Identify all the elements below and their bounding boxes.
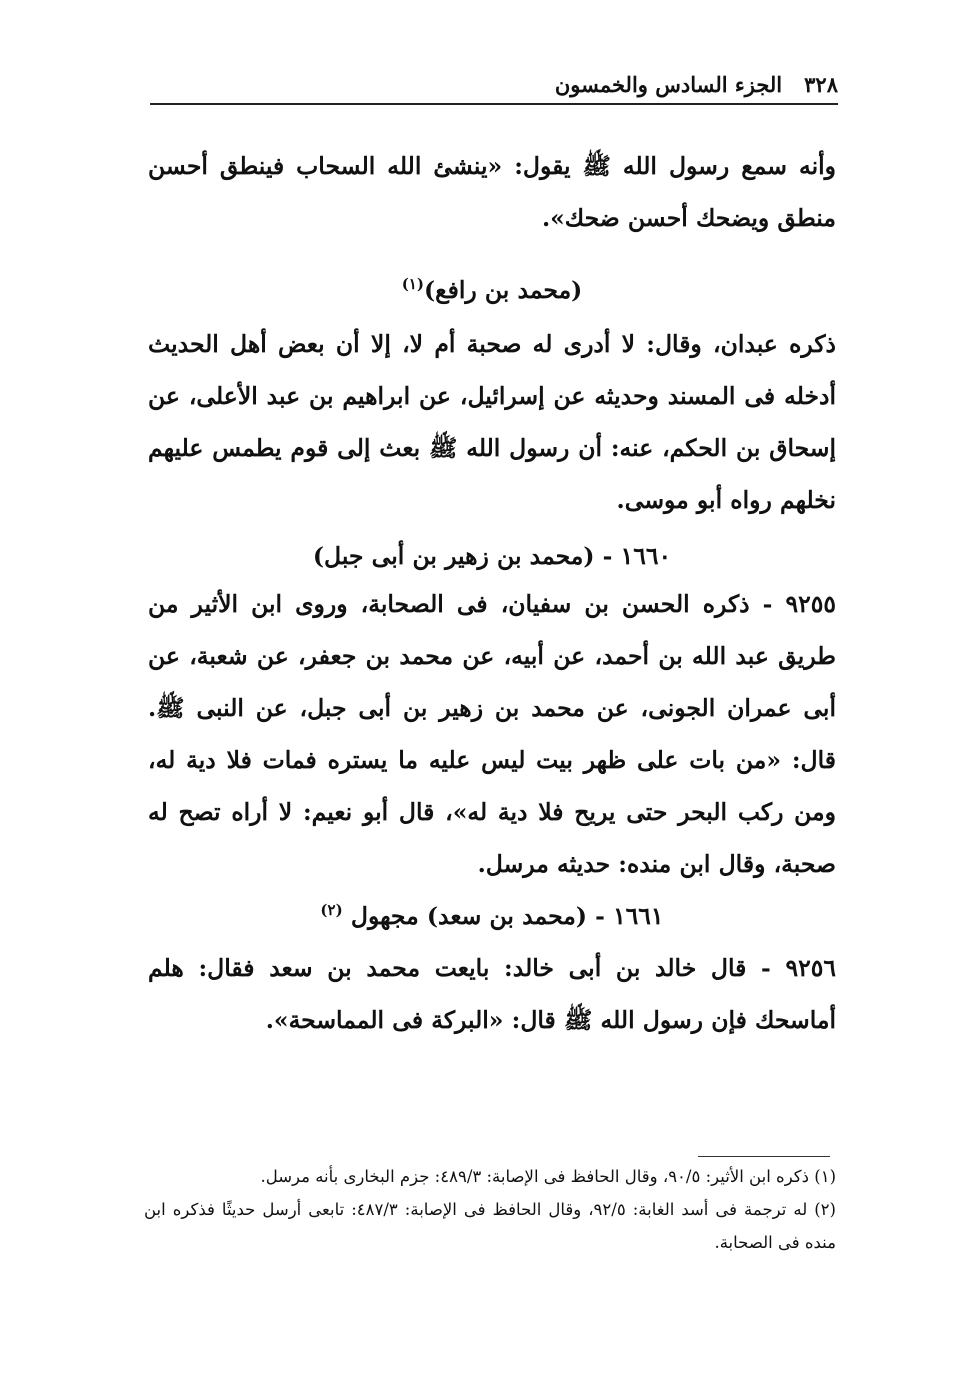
- entry-title-text: ١٦٦١ - (محمد بن سعد) مجهول: [350, 902, 664, 930]
- footnote-divider: [698, 1156, 830, 1157]
- paragraph-1: وأنه سمع رسول الله ﷺ يقول: «ينشئ الله السحاب فينطق أحسن منطق ويضحك أحسن ضحك».: [148, 152, 836, 232]
- footnote-2: (٢) له ترجمة فى أسد الغابة: ٩٢/٥، وقال الحافظ فى الإصابة: ٤٨٧/٣: تابعى أرسل حديثًا فذكره ابن منده فى الصحابة.: [144, 1200, 836, 1252]
- page-number: ٣٢٨: [804, 71, 838, 97]
- page-header: [150, 64, 838, 104]
- footnote-marker-1: (١): [401, 275, 424, 294]
- paragraph-9256: ٩٢٥٦ - قال خالد بن أبى خالد: بايعت محمد بن سعد فقال: هلم أماسحك فإن رسول الله ﷺ قال: «البركة فى المماسحة».: [148, 954, 836, 1034]
- footnote-1: (١) ذكره ابن الأثير: ٩٠/٥، وقال الحافظ فى الإصابة: ٤٨٩/٣: جزم البخارى بأنه مرسل.: [260, 1167, 836, 1186]
- footnote-marker-2: (٢): [320, 901, 343, 920]
- paragraph-2: ذكره عبدان، وقال: لا أدرى له صحبة أم لا، إلا أن بعض أهل الحديث أدخله فى المسند وحديثه عن إسرائيل، عن ابراهيم بن عبد الأعلى، عن إسحاق بن الحكم، عنه: أن رسول الله ﷺ بعث إلى قوم يطمس عليهم نخلهم رواه أبو موسى.: [148, 330, 836, 514]
- entry-title-muhammad-bin-rafi: [148, 264, 836, 316]
- header-divider: [150, 103, 838, 105]
- entry-title-1661: [148, 890, 836, 942]
- footnotes: [144, 1160, 836, 1259]
- paragraph-9255: ٩٢٥٥ - ذكره الحسن بن سفيان، فى الصحابة، وروى ابن الأثير من طريق عبد الله بن أحمد، عن أبيه، عن محمد بن جعفر، عن شعبة، عن أبى عمران الجونى، عن محمد بن زهير بن أبى جبل، عن النبى ﷺ. قال: «من بات على ظهر بيت ليس عليه ما يستره فمات فلا دية له، ومن ركب البحر حتى يريح فلا دية له»، قال أبو نعيم: لا أراه تصح له صحبة، وقال ابن منده: حديثه مرسل.: [148, 590, 836, 878]
- running-title: الجزء السادس والخمسون: [554, 71, 783, 97]
- entry-title-1660: ١٦٦٠ - (محمد بن زهير بن أبى جبل): [312, 542, 672, 570]
- entry-title-text: (محمد بن رافع): [423, 276, 583, 304]
